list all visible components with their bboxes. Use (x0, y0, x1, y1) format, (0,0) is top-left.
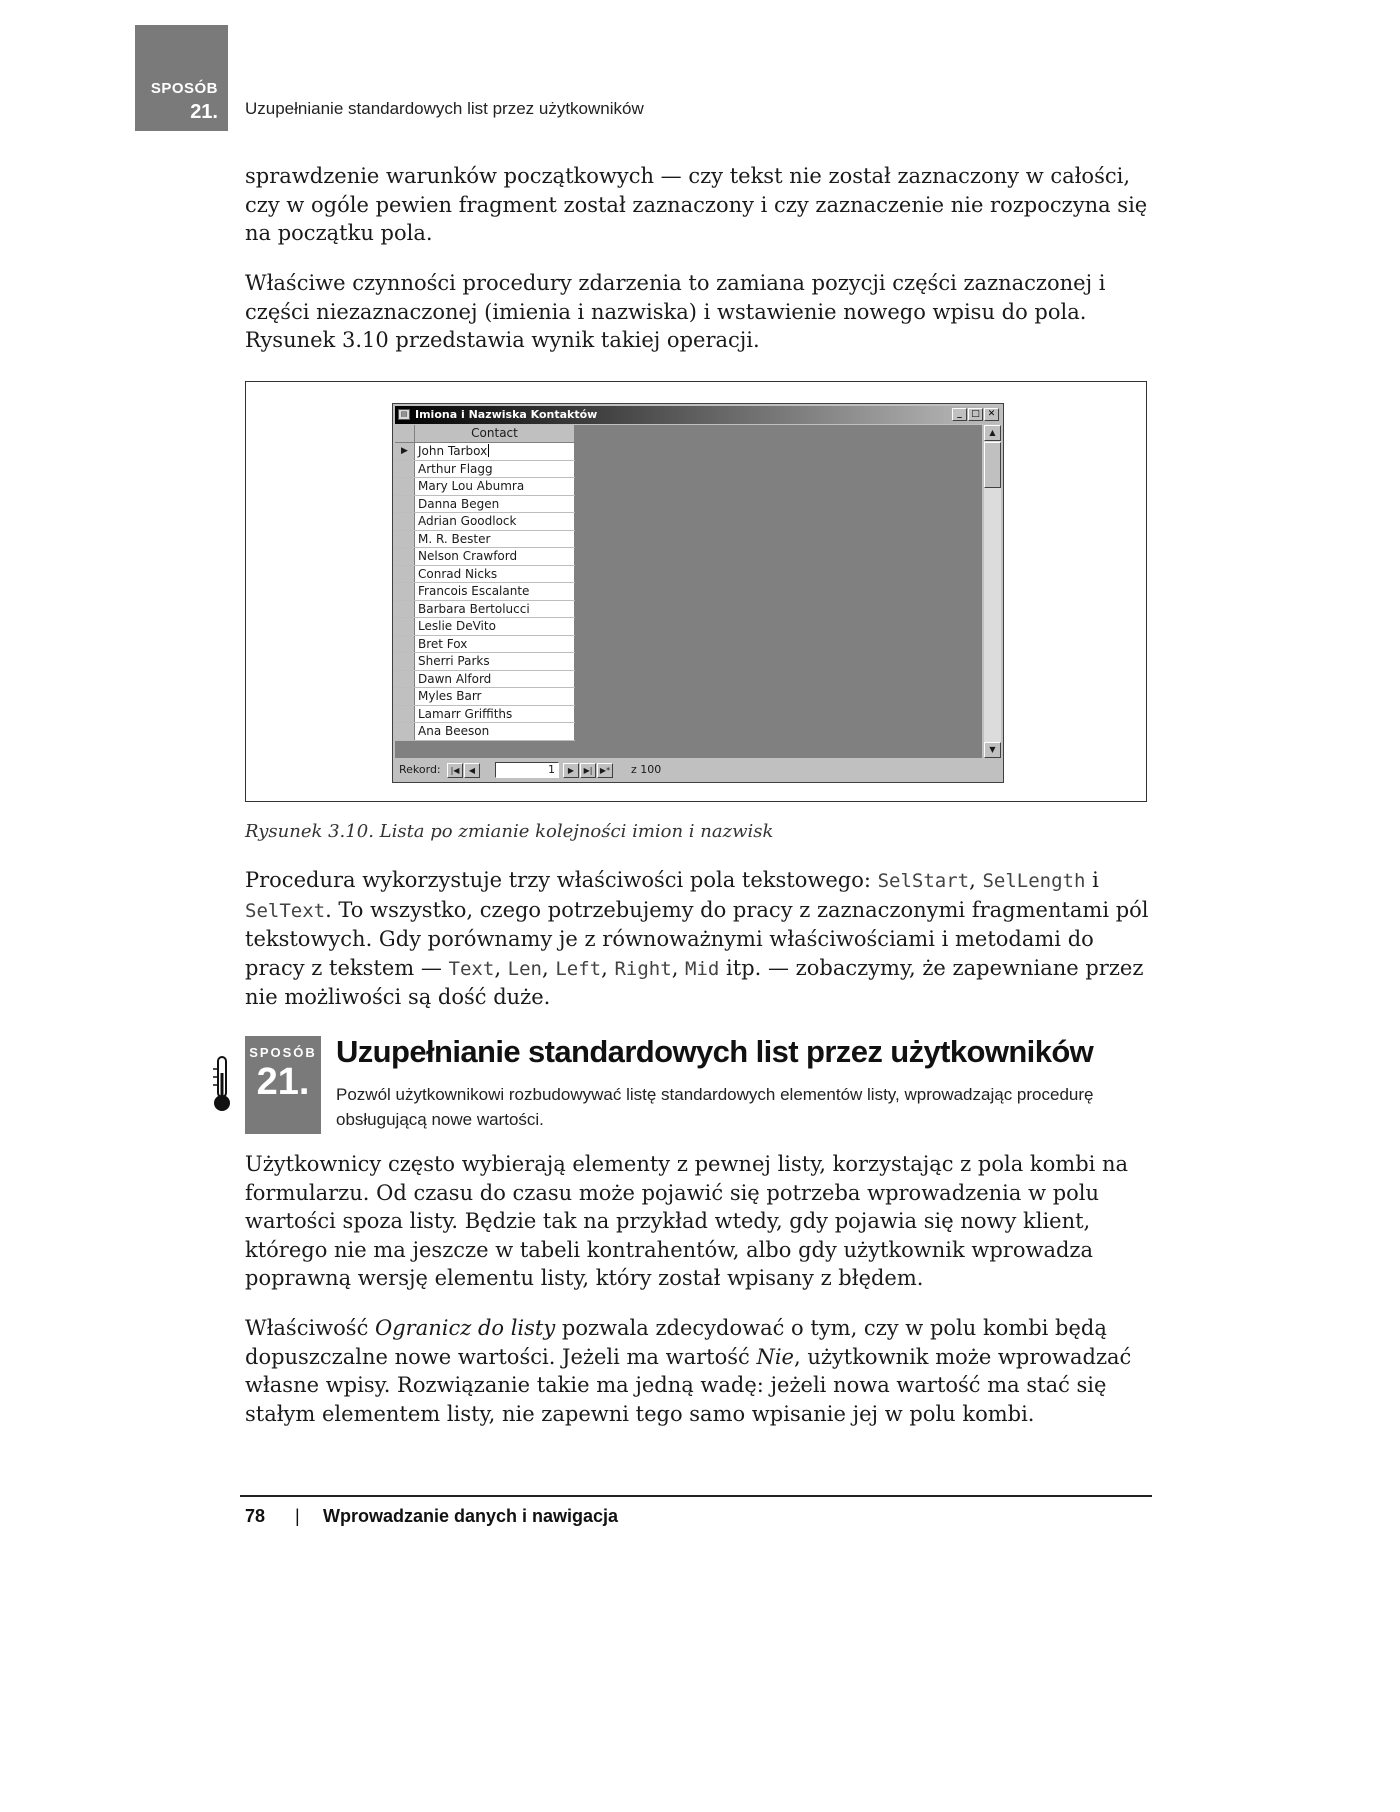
contact-cell[interactable]: Sherri Parks (415, 653, 575, 670)
text-caret (488, 444, 489, 457)
paragraph-3 (245, 866, 1150, 1012)
contact-cell[interactable]: Francois Escalante (415, 583, 575, 600)
contact-cell[interactable]: Myles Barr (415, 688, 575, 705)
page-number: 78 (245, 1506, 266, 1526)
figure-caption: Rysunek 3.10. Lista po zmianie kolejności imion i nazwisk (245, 821, 774, 842)
contact-cell[interactable]: Danna Begen (415, 496, 575, 513)
record-selector[interactable] (395, 531, 415, 548)
next-record-icon[interactable]: ▶ (563, 763, 579, 778)
scroll-down-icon[interactable]: ▼ (984, 742, 1001, 758)
paragraph-4: Użytkownicy często wybierają elementy z pewnej listy, korzystając z pola kombi na formularzu. Od czasu do czasu może pojawić się potrzeba wprowadzenia w polu wartości spoza listy. Będzie tak na przykład wtedy, gdy pojawia się nowy klient, którego nie ma jeszcze w tabeli kontrahentów, albo gdy użytkownik wprowadza poprawną wersję elementu listy, który został wpisany z błędem. (245, 1152, 1129, 1290)
section-title: Uzupełnianie standardowych list przez użytkowników (336, 1034, 1094, 1069)
column-header-contact[interactable]: Contact (415, 425, 575, 442)
text-run: , (969, 868, 983, 892)
current-record-icon[interactable]: ▶ (395, 443, 415, 460)
form-icon: ▤ (398, 409, 410, 420)
table-row[interactable] (395, 688, 575, 706)
header-tab (135, 25, 228, 131)
code-seltext: SelText (245, 899, 326, 922)
table-row[interactable] (395, 478, 575, 496)
record-selector[interactable] (395, 653, 415, 670)
footer-rule (240, 1495, 1152, 1497)
section-subtitle: Pozwól użytkownikowi rozbudowywać listę standardowych elementów listy, wprowadzając procedurę obsługującą nowe wartości. (336, 1085, 1094, 1129)
last-record-icon[interactable]: ▶| (580, 763, 596, 778)
code-mid: Mid (685, 957, 720, 980)
prev-record-icon[interactable]: ◀ (464, 763, 480, 778)
code-left: Left (555, 957, 602, 980)
contact-cell[interactable]: Barbara Bertolucci (415, 601, 575, 618)
grid-corner[interactable] (395, 425, 415, 442)
vertical-scrollbar[interactable] (984, 425, 1001, 758)
record-count: z 100 (631, 763, 662, 776)
table-row[interactable] (395, 723, 575, 741)
paragraph-2: Właściwe czynności procedury zdarzenia to zamiana pozycji części zaznaczonej i części niezaznaczonej (imienia i nazwiska) i wstawienie nowego wpisu do pola. Rysunek 3.10 przedstawia wynik takiej operacji. (245, 271, 1106, 352)
contact-cell[interactable]: Arthur Flagg (415, 461, 575, 478)
table-row[interactable] (395, 636, 575, 654)
text-run: , (494, 955, 508, 980)
record-selector[interactable] (395, 723, 415, 740)
chapter-title: Wprowadzanie danych i nawigacja (323, 1506, 619, 1526)
text-run: itp. — zobaczymy, że zapewniane przez nie możliwości są dość duże. (245, 955, 1144, 1009)
text-run: Właściwość (245, 1316, 375, 1340)
text-run: , (671, 955, 686, 980)
contact-cell[interactable]: Mary Lou Abumra (415, 478, 575, 495)
header-tab-label: SPOSÓB (150, 80, 218, 97)
term-nie: Nie (756, 1344, 794, 1369)
section-badge-number: 21. (256, 1061, 310, 1103)
new-record-icon[interactable]: ▶* (597, 763, 613, 778)
running-header-title: Uzupełnianie standardowych list przez użytkowników (245, 99, 644, 118)
table-row[interactable] (395, 618, 575, 636)
contact-cell[interactable]: Ana Beeson (415, 723, 575, 740)
record-number-field[interactable]: 1 (495, 762, 559, 778)
table-row[interactable] (395, 496, 575, 514)
record-selector[interactable] (395, 566, 415, 583)
record-selector[interactable] (395, 601, 415, 618)
table-row[interactable] (395, 513, 575, 531)
record-selector[interactable] (395, 583, 415, 600)
table-row[interactable] (395, 566, 575, 584)
grid-header-row (395, 425, 575, 443)
text-run: , (542, 955, 556, 980)
datasheet-grid (395, 425, 575, 741)
contact-cell[interactable]: Lamarr Griffiths (415, 706, 575, 723)
header-tab-number: 21. (190, 101, 218, 123)
table-row[interactable] (395, 443, 575, 461)
text-run: Procedura wykorzystuje trzy właściwości pola tekstowego: (245, 868, 878, 892)
table-row[interactable] (395, 653, 575, 671)
record-navigation-bar (395, 760, 1001, 780)
text-run: , użytkownik może wprowadzać własne wpisy. Rozwiązanie takie ma jedną wadę: jeżeli nowa wartość ma stać się stałym elementem listy, nie zapewni tego samo wpisanie jej w polu kombi. (245, 1344, 1132, 1426)
minimize-icon[interactable]: _ (952, 408, 967, 421)
section-badge-label: SPOSÓB (249, 1045, 317, 1060)
code-selstart: SelStart (877, 870, 970, 892)
record-selector[interactable] (395, 548, 415, 565)
text-run: , (601, 955, 615, 980)
footer-separator: | (295, 1506, 300, 1526)
text-run: pozwala zdecydować o tym, czy w polu kombi będą dopuszczalne nowe wartości. Jeżeli ma wartość (245, 1316, 1107, 1369)
table-row[interactable] (395, 461, 575, 479)
record-selector[interactable] (395, 461, 415, 478)
table-row[interactable] (395, 583, 575, 601)
paragraph-1: sprawdzenie warunków początkowych — czy tekst nie został zaznaczony w całości, czy w ogóle pewien fragment został zaznaczony i czy zaznaczenie nie rozpoczyna się na początku pola. (245, 164, 1148, 245)
contact-cell[interactable]: M. R. Bester (415, 531, 575, 548)
scroll-thumb[interactable] (984, 442, 1001, 488)
form-client-area (395, 425, 982, 758)
paragraph-5 (245, 1314, 1150, 1428)
record-selector[interactable] (395, 636, 415, 653)
figure-3-10 (245, 381, 1147, 802)
scroll-up-icon[interactable]: ▲ (984, 425, 1001, 441)
table-row[interactable] (395, 548, 575, 566)
code-right: Right (614, 957, 672, 980)
record-selector[interactable] (395, 478, 415, 495)
maximize-icon[interactable]: □ (968, 408, 983, 421)
window-titlebar (395, 406, 1001, 424)
contact-cell[interactable]: Dawn Alford (415, 671, 575, 688)
contact-cell[interactable]: Conrad Nicks (415, 566, 575, 583)
table-row[interactable] (395, 671, 575, 689)
record-selector[interactable] (395, 706, 415, 723)
code-sellength: SelLength (982, 870, 1086, 892)
table-row[interactable] (395, 706, 575, 724)
code-text: Text (448, 957, 495, 980)
code-len: Len (507, 957, 542, 980)
record-selector[interactable] (395, 618, 415, 635)
record-selector[interactable] (395, 671, 415, 688)
grid-rows (395, 443, 575, 741)
section-badge (245, 1036, 321, 1134)
table-row[interactable] (395, 601, 575, 619)
contact-cell[interactable]: John Tarbox (415, 443, 575, 460)
text-run: . To wszystko, czego potrzebujemy do pracy z zaznaczonymi fragmentami pól tekstowych. Gdy porównamy je z równoważnymi właściwościami i metodami do pracy z tekstem — (245, 897, 1149, 980)
contact-cell[interactable]: Leslie DeVito (415, 618, 575, 635)
term-ogranicz-do-listy: Ogranicz do listy (375, 1316, 556, 1340)
contact-cell[interactable]: Nelson Crawford (415, 548, 575, 565)
contact-cell[interactable]: Bret Fox (415, 636, 575, 653)
window-title: Imiona i Nazwiska Kontaktów (415, 408, 598, 421)
table-row[interactable] (395, 531, 575, 549)
first-record-icon[interactable]: |◀ (447, 763, 463, 778)
record-selector[interactable] (395, 688, 415, 705)
contact-cell[interactable]: Adrian Goodlock (415, 513, 575, 530)
thermometer-icon (211, 1055, 233, 1115)
close-icon[interactable]: ✕ (984, 408, 999, 421)
text-run: i (1085, 868, 1099, 892)
record-label: Rekord: (399, 763, 441, 776)
record-selector[interactable] (395, 513, 415, 530)
access-form-window (392, 403, 1004, 783)
page-footer (245, 1506, 619, 1527)
record-selector[interactable] (395, 496, 415, 513)
